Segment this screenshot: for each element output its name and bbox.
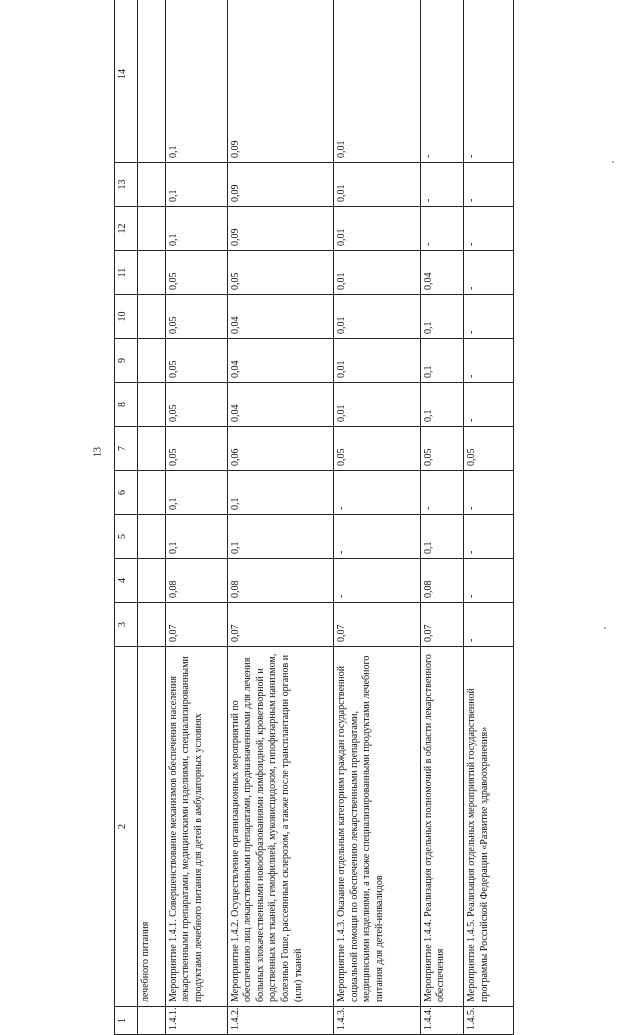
value-cell: - <box>464 339 514 383</box>
empty-cell <box>138 1007 165 1035</box>
empty-cell <box>138 427 165 471</box>
empty-cell <box>138 163 165 207</box>
value-cell: - <box>420 163 464 207</box>
scan-speck <box>604 627 606 629</box>
table-row <box>464 0 514 1035</box>
measure-text: Мероприятие 1.4.3. Оказание отдельным категориям граждан государственной социальной помощи по обеспечению лекарственными препаратами, медицинскими изделиями, а также специализированными продуктами лечебного питания для детей-инвалидов <box>334 647 420 1007</box>
empty-cell <box>138 383 165 427</box>
value-cell: 0,09 <box>227 163 334 207</box>
empty-cell <box>138 603 165 647</box>
value-cell: - <box>420 207 464 251</box>
value-cell: 0,01 <box>334 251 420 295</box>
value-cell: - <box>464 163 514 207</box>
value-cell: 0,06 <box>227 427 334 471</box>
value-cell: 0,1 <box>165 0 227 163</box>
value-cell: 0,01 <box>334 339 420 383</box>
empty-cell <box>138 0 165 163</box>
table-row <box>420 0 464 1035</box>
value-cell: 0,05 <box>334 427 420 471</box>
value-cell: - <box>420 0 464 163</box>
row-number: 1.4.2. <box>227 1007 334 1035</box>
value-cell: - <box>464 383 514 427</box>
row-number: 1.4.4. <box>420 1007 464 1035</box>
value-cell: 0,07 <box>420 603 464 647</box>
value-cell: - <box>464 295 514 339</box>
value-cell: 0,04 <box>227 339 334 383</box>
value-cell: 0,01 <box>334 0 420 163</box>
empty-cell <box>138 207 165 251</box>
value-cell: 0,05 <box>227 251 334 295</box>
value-cell: 0,05 <box>165 383 227 427</box>
header-cell: 12 <box>115 207 138 251</box>
value-cell: 0,05 <box>165 427 227 471</box>
header-cell: 10 <box>115 295 138 339</box>
header-cell: 13 <box>115 163 138 207</box>
value-cell: 0,05 <box>165 339 227 383</box>
value-cell: 0,1 <box>165 163 227 207</box>
header-cell: 8 <box>115 383 138 427</box>
value-cell: 0,01 <box>334 383 420 427</box>
continuation-text: лечебного питания <box>138 647 165 1007</box>
value-cell: - <box>464 515 514 559</box>
value-cell: 0,07 <box>165 603 227 647</box>
value-cell: 0,04 <box>420 251 464 295</box>
value-cell: 0,08 <box>227 559 334 603</box>
value-cell: 0,08 <box>420 559 464 603</box>
value-cell: - <box>464 251 514 295</box>
table-row <box>227 0 334 1035</box>
measure-text: Мероприятие 1.4.2. Осуществление организационных мероприятий по обеспечению лиц лекарственными препаратами, предназначенными для лечения больных злокачественными новообразованиями лимфоидной, кроветворной и родственных им тканей, гемофилией, муковисцидозом, гипофизарным нанизмом, болезнью Гоше, рассеянным склерозом, а также после трансплантации органов и (или) тканей <box>227 647 334 1007</box>
value-cell: 0,07 <box>334 603 420 647</box>
value-cell: 0,09 <box>227 0 334 163</box>
empty-cell <box>138 251 165 295</box>
empty-cell <box>138 559 165 603</box>
value-cell: - <box>334 559 420 603</box>
header-cell: 3 <box>115 603 138 647</box>
header-cell: 4 <box>115 559 138 603</box>
empty-cell <box>138 471 165 515</box>
row-number: 1.4.1. <box>165 1007 227 1035</box>
value-cell: 0,1 <box>420 515 464 559</box>
value-cell: 0,05 <box>165 295 227 339</box>
row-number: 1.4.3. <box>334 1007 420 1035</box>
value-cell: 0,05 <box>165 251 227 295</box>
value-cell: 0,1 <box>165 207 227 251</box>
table-row <box>165 0 227 1035</box>
header-cell: 1 <box>115 1007 138 1035</box>
value-cell: 0,1 <box>420 295 464 339</box>
value-cell: - <box>334 515 420 559</box>
value-cell: 0,1 <box>165 471 227 515</box>
measure-text: Мероприятие 1.4.1. Совершенствование механизмов обеспечения населения лекарственными препаратами, медицинскими изделиями, специализированными продуктами лечебного питания для детей в амбулаторных условиях <box>165 647 227 1007</box>
header-cell: 11 <box>115 251 138 295</box>
rotated-table-container <box>114 30 514 1035</box>
value-cell: 0,01 <box>334 295 420 339</box>
value-cell: 0,1 <box>420 339 464 383</box>
value-cell: - <box>464 0 514 163</box>
value-cell: 0,05 <box>420 427 464 471</box>
value-cell: - <box>334 471 420 515</box>
value-cell: - <box>420 471 464 515</box>
value-cell: 0,1 <box>165 515 227 559</box>
page-number: 13 <box>92 447 104 457</box>
value-cell: 0,04 <box>227 295 334 339</box>
header-cell: 6 <box>115 471 138 515</box>
value-cell: - <box>464 603 514 647</box>
value-cell: 0,04 <box>227 383 334 427</box>
measures-table <box>114 0 514 1035</box>
continuation-row <box>138 0 165 1035</box>
value-cell: 0,07 <box>227 603 334 647</box>
measure-text: Мероприятие 1.4.5. Реализация отдельных мероприятий государственной программы Российской Федерации «Развитие здравоохранения» <box>464 647 514 1007</box>
header-cell: 2 <box>115 647 138 1007</box>
value-cell: 0,1 <box>420 383 464 427</box>
table-row <box>334 0 420 1035</box>
row-number: 1.4.5. <box>464 1007 514 1035</box>
value-cell: 0,1 <box>227 515 334 559</box>
value-cell: 0,08 <box>165 559 227 603</box>
empty-cell <box>138 339 165 383</box>
value-cell: 0,01 <box>334 163 420 207</box>
header-cell: 14 <box>115 0 138 163</box>
value-cell: 0,01 <box>334 207 420 251</box>
empty-cell <box>138 515 165 559</box>
empty-cell <box>138 295 165 339</box>
scan-speck <box>612 161 614 163</box>
value-cell: - <box>464 207 514 251</box>
value-cell: - <box>464 559 514 603</box>
value-cell: 0,05 <box>464 427 514 471</box>
header-cell: 5 <box>115 515 138 559</box>
value-cell: 0,1 <box>227 471 334 515</box>
value-cell: - <box>464 471 514 515</box>
measure-text: Мероприятие 1.4.4. Реализация отдельных полномочий в области лекарственного обеспечения <box>420 647 464 1007</box>
header-cell: 9 <box>115 339 138 383</box>
value-cell: 0,09 <box>227 207 334 251</box>
header-cell: 7 <box>115 427 138 471</box>
header-row <box>115 0 138 1035</box>
